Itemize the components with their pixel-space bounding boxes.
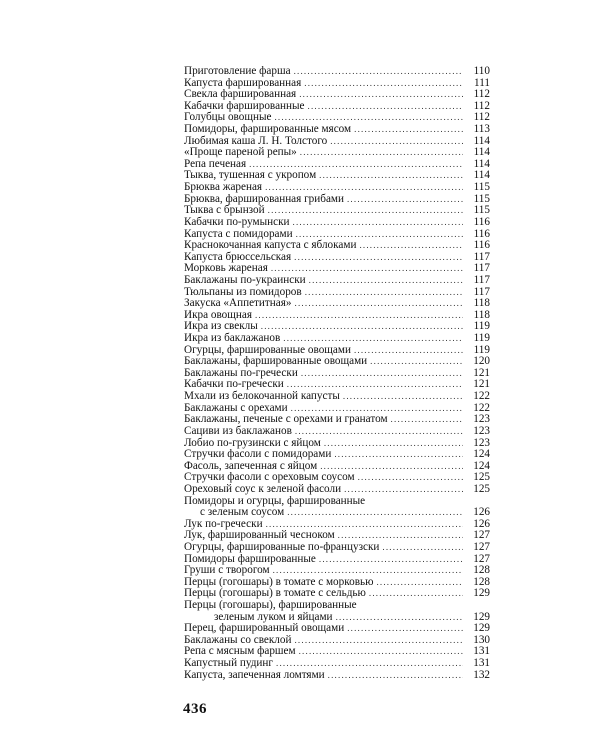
toc-entry-title: Морковь жареная [184,262,268,275]
toc-entry-page: 116 [473,227,490,240]
toc-entry-page: 118 [473,297,490,310]
dot-leader [265,182,463,194]
toc-entry-page: 129 [473,622,490,635]
dot-leader [276,658,463,670]
toc-entry-title: Тыква, тушенная с укропом [184,169,317,182]
toc-entry-page: 122 [473,390,490,403]
toc-entry-page: 126 [473,517,490,530]
toc-entry [184,658,490,670]
dot-leader [354,345,463,357]
toc-entry-page: 112 [473,99,490,112]
toc-entry-page: 130 [473,633,490,646]
toc-entry-title: Помидоры, фаршированные мясом [184,123,352,136]
toc-entry-title: Перцы (гогошары), фаршированные [184,599,357,612]
toc-entry [184,391,490,403]
toc-entry [184,240,490,252]
toc-entry-title: Краснокочанная капуста с яблоками [184,239,357,252]
toc-entry-page: 112 [473,88,490,101]
toc-entry [184,124,490,136]
dot-leader [359,240,463,252]
toc-entry-title: Огурцы, фаршированные овощами [184,343,351,356]
toc-entry-title: Груши с творогом [184,564,270,577]
toc-entry-title: Капуста фаршированная [184,76,302,89]
toc-entry-page: 117 [473,250,490,263]
toc-entry-title: Закуска «Аппетитная» [184,297,292,310]
dot-leader [344,484,463,496]
toc-entry-page: 111 [474,76,490,89]
toc-entry-page: 114 [473,169,490,182]
dot-leader [354,124,463,136]
dot-leader [347,623,463,635]
toc-entry-title: Репа с мясным фаршем [184,645,296,658]
toc-entry-title: Баклажаны по-гречески [184,366,298,379]
toc-entry-title: Тыква с брынзой [184,204,265,217]
toc-entry-page: 117 [473,285,490,298]
toc-entry-title: Баклажаны со свеклой [184,633,292,646]
toc-entry-page: 127 [473,552,490,565]
dot-leader [324,438,463,450]
toc-entry-title: Лобио по-грузински с яйцом [184,436,321,449]
toc-entry-page: 117 [473,273,490,286]
dot-leader [299,646,463,658]
toc-entry-title: Икра овощная [184,308,252,321]
dot-leader [295,426,463,438]
toc-entry [184,66,490,78]
dot-leader [261,321,463,333]
toc-entry-title: Приготовление фарша [184,65,291,77]
dot-leader [300,147,463,159]
dot-leader [309,275,463,287]
toc-entry-title: Свекла фаршированная [184,88,297,101]
toc-entry-page: 124 [473,448,490,461]
dot-leader [358,472,463,484]
toc-entry-title: Баклажаны с орехами [184,401,288,414]
toc-entry-page: 128 [473,575,490,588]
toc-entry-title: зеленым луком и яйцами [214,610,333,623]
toc-entry-page: 123 [473,436,490,449]
toc-entry-title: Капуста брюссельская [184,250,292,263]
toc-entry-title: Мхали из белокочанной капусты [184,390,340,403]
toc-entry-page: 129 [473,587,490,600]
toc-entry-title: Брюква, фаршированная грибами [184,192,344,205]
toc-entry [184,217,490,229]
dot-leader [255,310,463,322]
toc-entry-title: Перцы (гогошары) в томате с сельдью [184,587,366,600]
dot-leader [328,670,463,682]
toc-entry-page: 132 [473,668,490,681]
toc-entry [184,484,490,496]
toc-entry-title: Огурцы, фаршированные по-французски [184,540,380,553]
toc-entry-title: Стручки фасоли с помидорами [184,448,332,461]
toc-entry-title: Капустный пудинг [184,657,273,670]
toc-entry-page: 115 [473,204,490,217]
toc-entry-page: 128 [473,564,490,577]
toc-entry-title: Сациви из баклажанов [184,424,292,437]
dot-leader [376,577,463,589]
toc-entry-title: Лук, фаршированный чесноком [184,529,335,542]
toc-entry-title: Икра из свеклы [184,320,258,333]
toc-entry-page: 118 [473,308,490,321]
dot-leader [370,356,463,368]
toc-entry-title: Перец, фаршированный овощами [184,622,345,635]
toc-entry-page: 126 [473,506,490,519]
toc-entry-page: 113 [473,123,490,136]
toc-entry-title: Стручки фасоли с ореховым соусом [184,471,355,484]
toc-entry [184,182,490,194]
toc-entry-title: Баклажаны, фаршированные овощами [184,355,368,368]
dot-leader [294,252,463,264]
toc-entry-page: 116 [473,239,490,252]
toc-entry-page: 112 [473,111,490,124]
dot-leader [319,554,463,566]
dot-leader [299,89,463,101]
toc-entry-title: Фасоль, запеченная с яйцом [184,459,318,472]
toc-entry-page: 121 [473,378,490,391]
dot-leader [293,217,463,229]
dot-leader [382,542,463,554]
toc-entry-title: Ореховый соус к зеленой фасоли [184,482,342,495]
toc-entry [184,670,490,682]
toc-entry-page: 114 [473,157,490,170]
dot-leader [268,205,463,217]
dot-leader [334,449,463,461]
dot-leader [369,588,463,600]
toc-entry-page: 119 [473,343,490,356]
toc-entry-page: 127 [473,529,490,542]
toc-entry-page: 129 [473,610,490,623]
toc-entry-title: Тюльпаны из помидоров [184,285,302,298]
dot-leader [308,101,464,113]
dot-leader [294,66,463,78]
dot-leader [330,136,463,148]
toc-entry-title: Баклажаны, печеные с орехами и гранатом [184,413,388,426]
toc-entry-page: 119 [473,320,490,333]
toc-entry-page: 124 [473,459,490,472]
toc-entry [184,426,490,438]
toc-entry-title: Капуста, запеченная ломтями [184,668,325,681]
toc-entry-title: с зеленым соусом [200,506,285,519]
dot-leader [283,333,463,345]
dot-leader [347,194,463,206]
toc-entry [184,449,490,461]
toc-entry-title: Кабачки по-гречески [184,378,284,391]
toc-entry-title: Кабачки по-румынски [184,215,290,228]
dot-leader [305,287,463,299]
toc-entry-page: 122 [473,401,490,414]
toc-entry-page: 119 [473,332,490,345]
toc-entry-title: Голубцы овощные [184,111,272,124]
toc-entry-page: 115 [473,192,490,205]
toc-entry-page: 110 [473,65,490,77]
dot-leader [343,391,463,403]
toc-entry-page: 114 [473,134,490,147]
toc-entry [184,275,490,287]
page-number: 436 [183,701,207,717]
toc-entry-page: 125 [473,471,490,484]
toc-entry-title: Перцы (гогошары) в томате с морковью [184,575,374,588]
table-of-contents [184,66,490,681]
toc-entry-title: Помидоры фаршированные [184,552,316,565]
dot-leader [301,368,463,380]
dot-leader [295,298,463,310]
toc-entry-title: Помидоры и огурцы, фаршированные [184,494,366,507]
toc-entry [184,333,490,345]
toc-entry-page: 131 [473,645,490,658]
toc-entry-page: 121 [473,366,490,379]
toc-entry-title: Брюква жареная [184,181,263,194]
toc-entry-title: Баклажаны по-украински [184,273,306,286]
toc-entry-page: 117 [473,262,490,275]
toc-entry-page: 131 [473,657,490,670]
dot-leader [391,414,463,426]
dot-leader [304,78,463,90]
dot-leader [294,635,463,647]
toc-entry-heading [184,600,490,612]
toc-entry-page: 125 [473,482,490,495]
toc-entry-page: 123 [473,424,490,437]
toc-entry-page: 115 [473,181,490,194]
toc-entry-title: Кабачки фаршированные [184,99,305,112]
dot-leader [287,507,463,519]
dot-leader [336,612,463,624]
toc-entry-title: Лук по-гречески [184,517,263,530]
toc-entry-page: 116 [473,215,490,228]
toc-entry-page: 123 [473,413,490,426]
toc-entry-page: 127 [473,540,490,553]
toc-entry-title: Капуста с помидорами [184,227,293,240]
toc-entry-title: «Проще пареной репы» [184,146,297,159]
toc-entry-title: Любимая каша Л. Н. Толстого [184,134,328,147]
dot-leader [319,170,463,182]
toc-entry-title: Репа печеная [184,157,247,170]
toc-entry-page: 120 [473,355,490,368]
toc-entry-page: 114 [473,146,490,159]
toc-entry-title: Икра из баклажанов [184,332,281,345]
toc-entry [184,542,490,554]
